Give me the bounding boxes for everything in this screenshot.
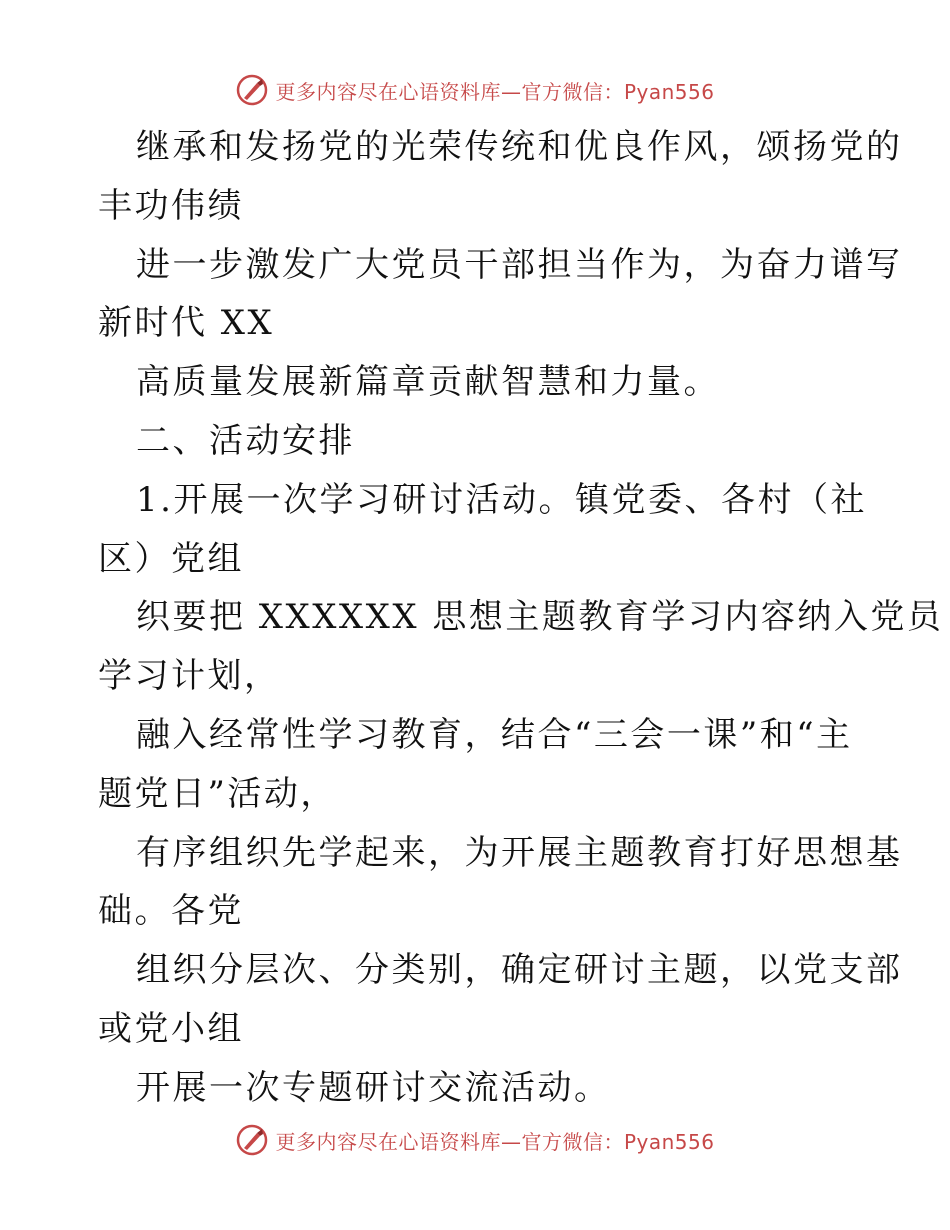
text-line: 继承和发扬党的光荣传统和优良作风，颂扬党的 [136,127,903,167]
quill-emblem-icon [235,1123,269,1157]
text-line: 学习计划， [98,656,281,697]
footer-watermark [0,1120,950,1160]
text-line: 开展一次专题研讨交流活动。 [136,1067,611,1108]
text-line: 融入经常性学习教育，结合“三会一课”和“主 [136,714,853,755]
text-line: 区）党组 [98,538,244,579]
text-line: 组织分层次、分类别，确定研讨主题，以党支部 [136,950,903,991]
text-line: 题党日”活动， [98,773,337,814]
quill-emblem-icon [235,73,269,107]
text-line: 丰功伟绩 [98,185,244,226]
text-line: 础。各党 [98,891,244,932]
text-line: 进一步激发广大党员干部担当作为，为奋力谱写 [136,244,903,285]
text-line: 有序组织先学起来，为开展主题教育打好思想基 [136,832,903,873]
watermark-text: 更多内容尽在心语资料库—官方微信：Pyan556 [275,1129,715,1154]
document-body [98,118,944,1118]
text-line: 或党小组 [98,1008,244,1049]
text-line: 织要把 XXXXXX 思想主题教育学习内容纳入党员 [136,597,944,638]
text-line: 新时代 XX [98,303,275,344]
text-line: 1.开展一次学习研讨活动。镇党委、各村（社 [136,479,867,520]
text-line: 高质量发展新篇章贡献智慧和力量。 [136,362,720,403]
text-line: 二、活动安排 [136,420,355,461]
header-watermark [0,70,950,110]
watermark-text: 更多内容尽在心语资料库—官方微信：Pyan556 [275,79,715,104]
